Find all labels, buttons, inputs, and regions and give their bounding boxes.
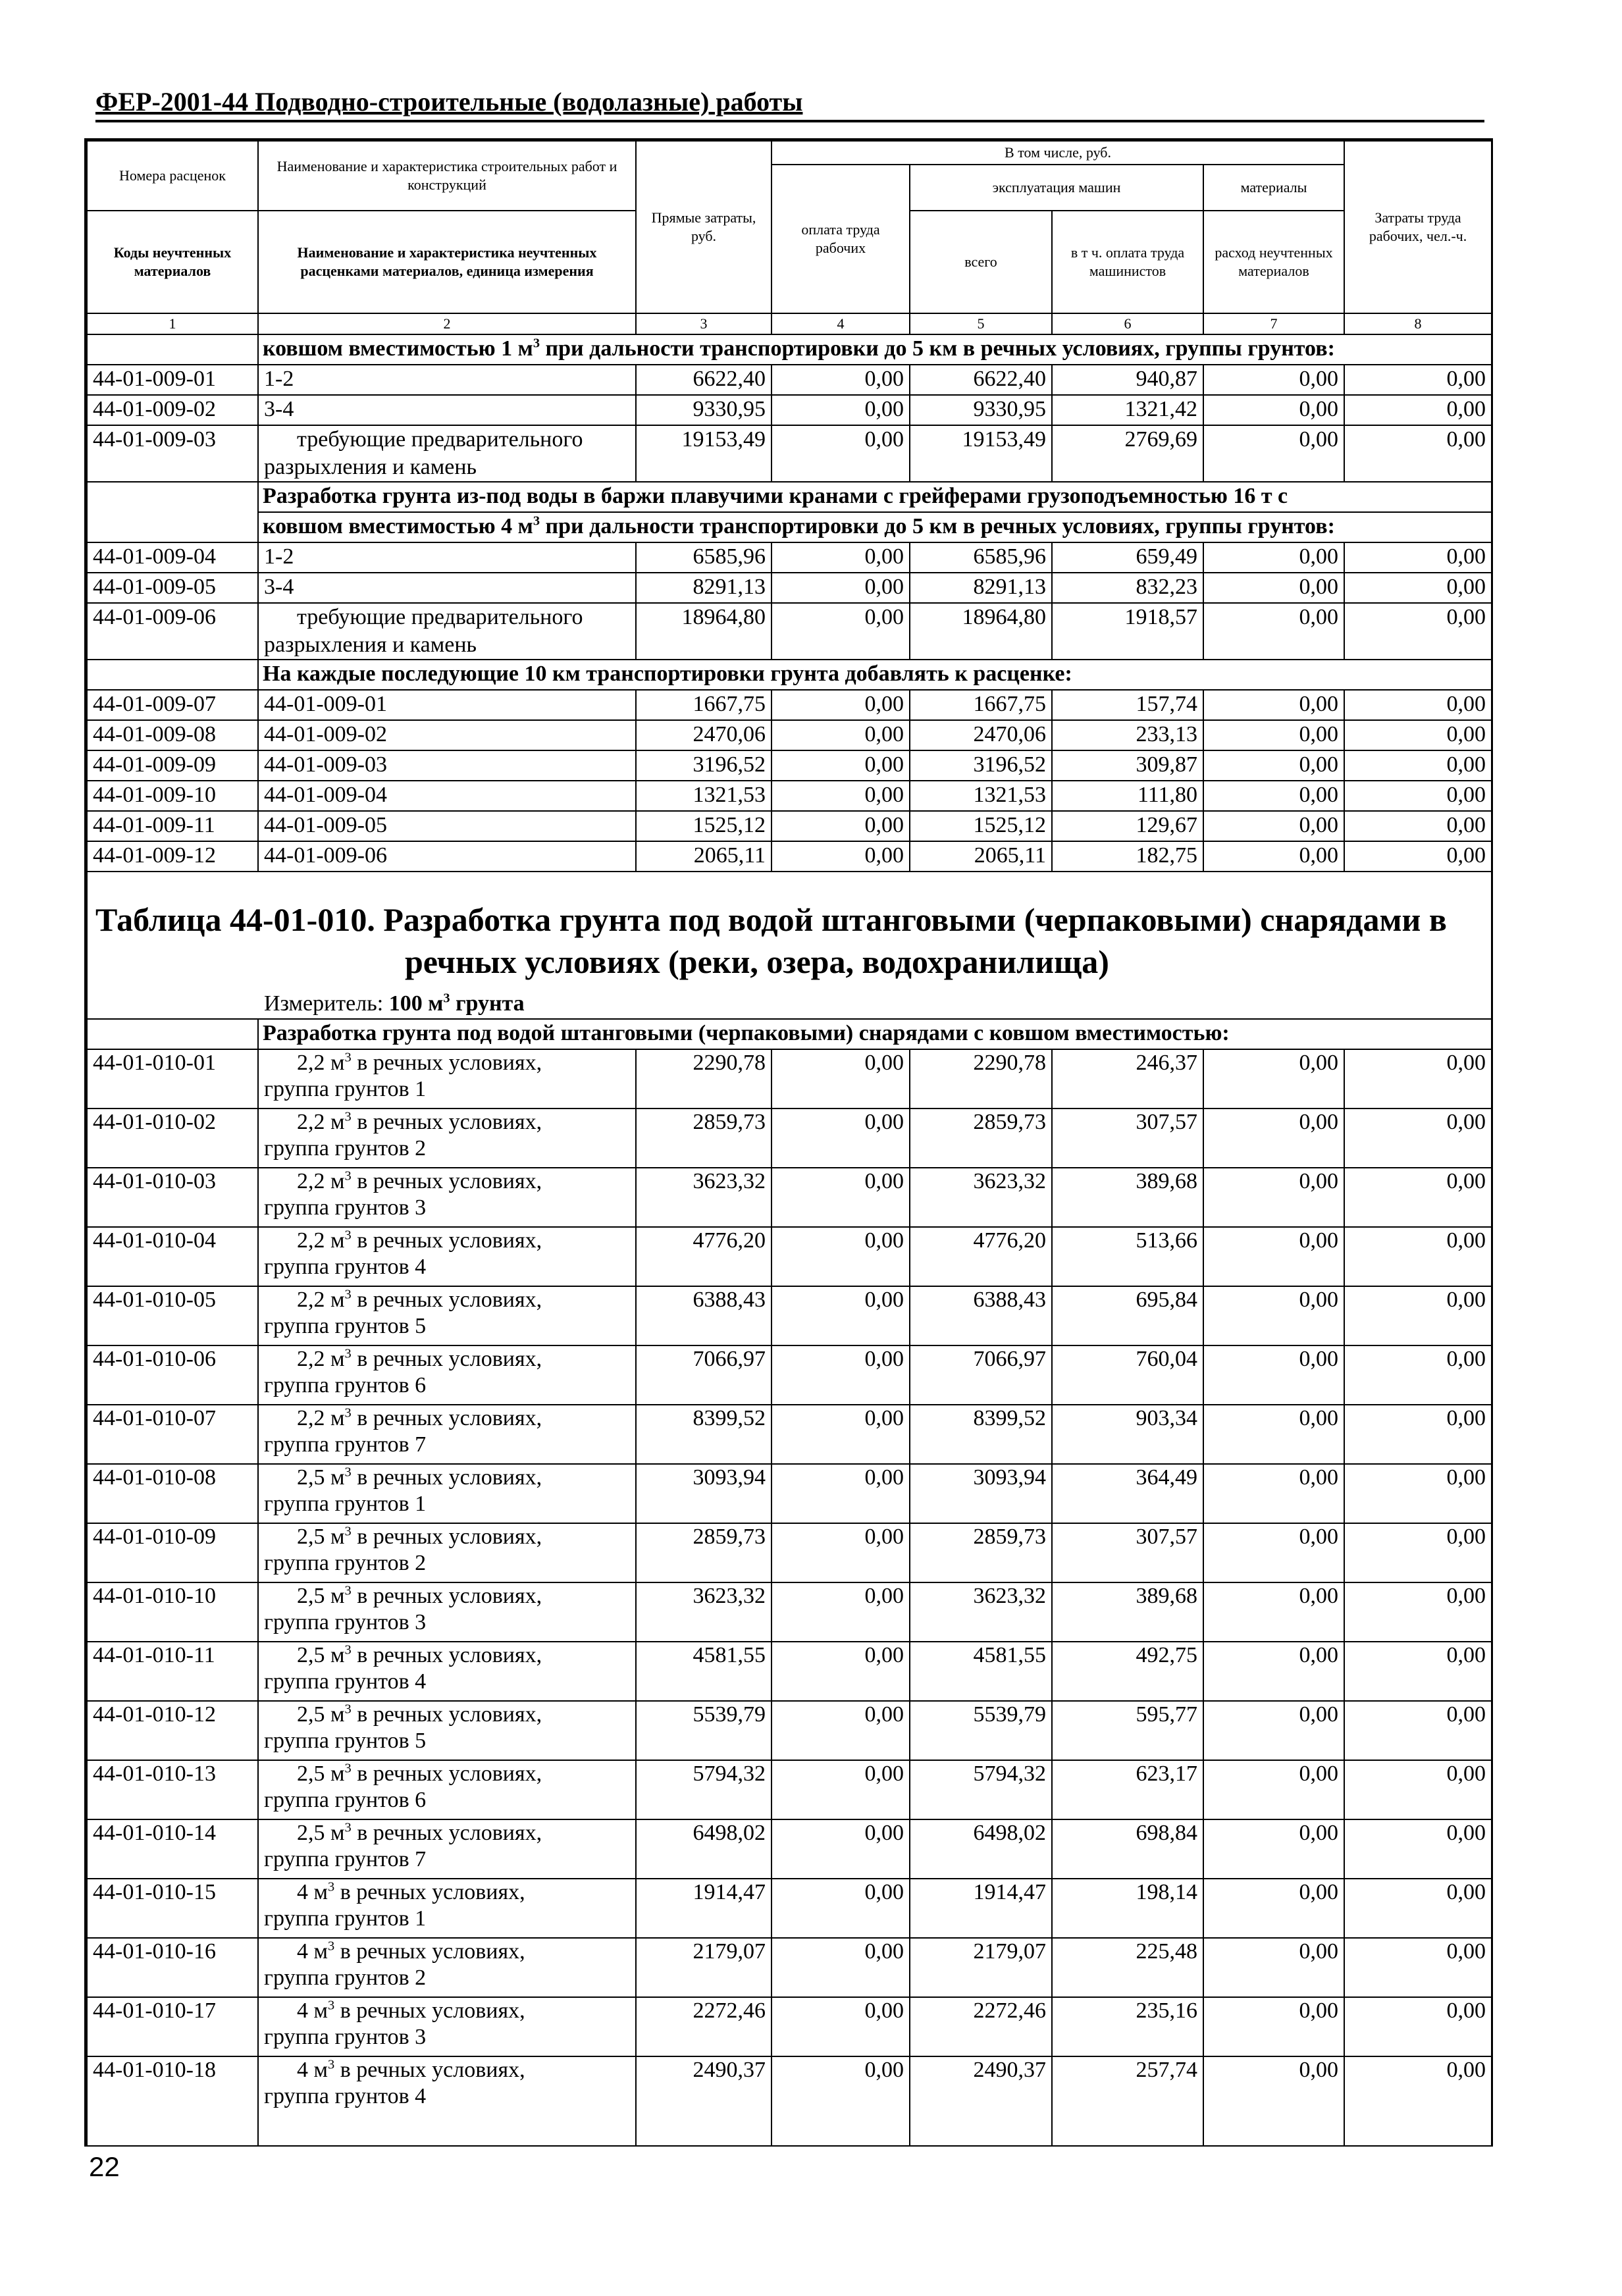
table-row: 44-01-009-10 44-01-009-04 1321,53 0,00 1321,53 111,80 0,00 0,00 (87, 781, 1492, 811)
table-row: 44-01-009-07 44-01-009-01 1667,75 0,00 1667,75 157,74 0,00 0,00 (87, 690, 1492, 720)
table-row: 44-01-010-02 2,2 $м^3$ в речных условиях, группа грунтов 2 2859,73 0,00 2859,73 307,57 0,00 0,00 (87, 1109, 1492, 1168)
table-row: 44-01-010-17 4 $м^3$ в речных условиях, группа грунтов 3 2272,46 0,00 2272,46 235,16 0,00 0,00 (87, 1997, 1492, 2056)
table-row: 44-01-009-02 3-4 9330,95 0,00 9330,95 1321,42 0,00 0,00 (87, 395, 1492, 425)
page-header: ФЕР-2001-44 Подводно-строительные (водолазные) работы (95, 86, 1484, 122)
table-row: 44-01-009-12 44-01-009-06 2065,11 0,00 2065,11 182,75 0,00 0,00 (87, 841, 1492, 872)
section-title: Разработка грунта под водой штанговыми (черпаковыми) снарядами с ковшом вместимостью: (258, 1019, 1492, 1049)
table-row: 44-01-010-08 2,5 $м^3$ в речных условиях, группа грунтов 1 3093,94 0,00 3093,94 364,49 0,00 0,00 (87, 1464, 1492, 1523)
table-row: 44-01-010-14 2,5 $м^3$ в речных условиях, группа грунтов 7 6498,02 0,00 6498,02 698,84 0,00 0,00 (87, 1819, 1492, 1879)
column-numbers-row: 1 2 3 4 5 6 7 8 (87, 313, 1492, 334)
table-row: 44-01-010-11 2,5 $м^3$ в речных условиях, группа грунтов 4 4581,55 0,00 4581,55 492,75 0,00 0,00 (87, 1642, 1492, 1701)
rate-table (84, 138, 1493, 2147)
table-row: 44-01-010-10 2,5 $м^3$ в речных условиях, группа грунтов 3 3623,32 0,00 3623,32 389,68 0,00 0,00 (87, 1582, 1492, 1642)
section-title: Разработка грунта из-под воды в баржи плавучими кранами с грейферами грузоподъемностью 16 т с (258, 482, 1492, 512)
table-row: 44-01-010-07 2,2 $м^3$ в речных условиях, группа грунтов 7 8399,52 0,00 8399,52 903,34 0,00 0,00 (87, 1405, 1492, 1464)
table-row: 44-01-009-03 требующие предварительного разрыхления и камень 19153,49 0,00 19153,49 2769,69 0,00 0,00 (87, 425, 1492, 482)
table-row: 44-01-010-12 2,5 $м^3$ в речных условиях, группа грунтов 5 5539,79 0,00 5539,79 595,77 0,00 0,00 (87, 1701, 1492, 1760)
table-row: 44-01-010-05 2,2 $м^3$ в речных условиях, группа грунтов 5 6388,43 0,00 6388,43 695,84 0,00 0,00 (87, 1286, 1492, 1345)
table-row: 44-01-010-15 4 $м^3$ в речных условиях, группа грунтов 1 1914,47 0,00 1914,47 198,14 0,00 0,00 (87, 1879, 1492, 1938)
table-row: 44-01-009-08 44-01-009-02 2470,06 0,00 2470,06 233,13 0,00 0,00 (87, 720, 1492, 750)
table-row: 44-01-010-06 2,2 $м^3$ в речных условиях, группа грунтов 6 7066,97 0,00 7066,97 760,04 0,00 0,00 (87, 1345, 1492, 1405)
table-row: 44-01-010-04 2,2 $м^3$ в речных условиях, группа грунтов 4 4776,20 0,00 4776,20 513,66 0,00 0,00 (87, 1227, 1492, 1286)
table-row: 44-01-010-03 2,2 $м^3$ в речных условиях, группа грунтов 3 3623,32 0,00 3623,32 389,68 0,00 0,00 (87, 1168, 1492, 1227)
table-row: 44-01-009-06 требующие предварительного разрыхления и камень 18964,80 0,00 18964,80 1918,57 0,00 0,00 (87, 603, 1492, 660)
section-b (87, 482, 1492, 660)
table-row: 44-01-010-13 2,5 $м^3$ в речных условиях, группа грунтов 6 5794,32 0,00 5794,32 623,17 0,00 0,00 (87, 1760, 1492, 1819)
table-row: 44-01-009-04 1-2 6585,96 0,00 6585,96 659,49 0,00 0,00 (87, 542, 1492, 573)
section-d (87, 1019, 1492, 1049)
table-row: 44-01-009-01 1-2 6622,40 0,00 6622,40 940,87 0,00 0,00 (87, 365, 1492, 395)
unit-of-measure: Измеритель: 100 $м^3$ грунта (264, 991, 525, 1016)
table-row: 44-01-010-16 4 $м^3$ в речных условиях, группа грунтов 2 2179,07 0,00 2179,07 225,48 0,00 0,00 (87, 1938, 1492, 1997)
table-010-rows (87, 1049, 1492, 2146)
table-010-heading (87, 872, 1492, 1019)
table-row: 44-01-010-18 4 $м^3$ в речных условиях, группа грунтов 4 2490,37 0,00 2490,37 257,74 0,00 0,00 (87, 2056, 1492, 2146)
table-010-title: Таблица 44-01-010. Разработка грунта под водой штанговыми (черпаковыми) снарядами в речных условиях (реки, озера, водохранилища) (95, 901, 1447, 980)
table-row: 44-01-010-01 2,2 $м^3$ в речных условиях, группа грунтов 1 2290,78 0,00 2290,78 246,37 0,00 0,00 (87, 1049, 1492, 1109)
table-row: 44-01-010-09 2,5 $м^3$ в речных условиях, группа грунтов 2 2859,73 0,00 2859,73 307,57 0,00 0,00 (87, 1523, 1492, 1582)
table-row: 44-01-009-05 3-4 8291,13 0,00 8291,13 832,23 0,00 0,00 (87, 573, 1492, 603)
table-row: 44-01-009-11 44-01-009-05 1525,12 0,00 1525,12 129,67 0,00 0,00 (87, 811, 1492, 841)
page-number: 22 (89, 2151, 120, 2182)
table-header: Номера расценок Наименование и характеристика строительных работ и конструкций Прямые затраты, руб. В том числе, руб. Затраты труда рабочих, чел.-ч. оплата труда рабочих эксплуатация машин материалы Коды неучтенных материалов Наименование и характеристика неучтенных расценками материалов, единица измерения всего в т ч. оплата труда машинистов расход неучтенных материалов (87, 141, 1492, 313)
section-title: На каждые последующие 10 км транспортировки грунта добавлять к расценке: (258, 660, 1492, 690)
section-a (87, 334, 1492, 482)
section-title-continued: ковшом вместимостью 4 $м^3$ при дальности транспортировки до 5 км в речных условиях, группы грунтов: (258, 512, 1492, 542)
table-row: 44-01-009-09 44-01-009-03 3196,52 0,00 3196,52 309,87 0,00 0,00 (87, 750, 1492, 781)
section-title: ковшом вместимостью 1 $м^3$ при дальности транспортировки до 5 км в речных условиях, группы грунтов: (258, 334, 1492, 365)
section-c (87, 660, 1492, 872)
